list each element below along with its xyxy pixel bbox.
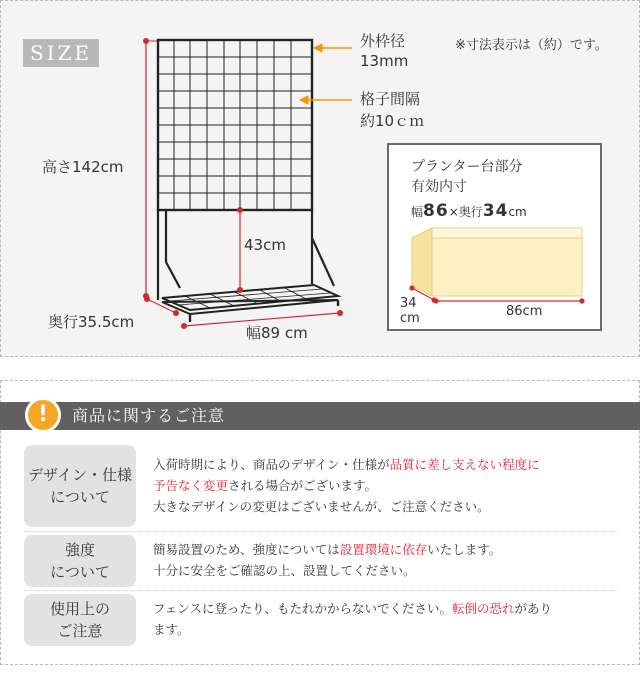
planter-title-line2: 有効内寸 bbox=[411, 179, 467, 195]
usage-text-1c: があり bbox=[514, 601, 553, 616]
depth-label: 奥行35.5cm bbox=[48, 313, 135, 331]
grid-label-line2: 約10ｃｍ bbox=[360, 112, 425, 130]
caution-tag-usage-line2: ご注意 bbox=[57, 622, 103, 640]
frame-label-line1: 外枠径 bbox=[360, 32, 406, 50]
caution-title: 商品に関するご注意 bbox=[72, 406, 226, 425]
caution-tag-strength-line2: について bbox=[50, 563, 110, 581]
grid-label-line1: 格子間隔 bbox=[360, 90, 421, 108]
design-text-1a: 入荷時期により、商品のデザイン・仕様が bbox=[153, 457, 390, 472]
height-label: 高さ142cm bbox=[42, 158, 124, 176]
planter-depth-label-unit: cm bbox=[400, 311, 420, 326]
caution-tag-usage-line1: 使用上の bbox=[49, 600, 110, 618]
planter-width-label: 86cm bbox=[506, 304, 543, 319]
design-text-1b: 品質に差し支えない程度に bbox=[389, 457, 540, 472]
caution-tag-design-line2: について bbox=[50, 488, 110, 506]
design-text-2a: 予告なく変更 bbox=[153, 478, 229, 493]
planter-depth-value: 34 bbox=[482, 201, 509, 221]
frame-label-line2: 13mm bbox=[360, 52, 409, 70]
caution-divider bbox=[24, 590, 618, 591]
caution-text-strength bbox=[153, 539, 501, 581]
width-label: 幅89 cm bbox=[246, 324, 308, 342]
planter-box-front bbox=[432, 238, 582, 296]
strength-text-1c: いたします。 bbox=[427, 542, 502, 557]
planter-times: × bbox=[448, 205, 459, 219]
caution-text-usage bbox=[153, 598, 552, 640]
strength-text-2: 十分に安全をご確認の上、設置してください。 bbox=[153, 563, 416, 578]
usage-text-1a: フェンスに登ったり、もたれかからないでください。 bbox=[153, 601, 453, 616]
shelf-height-label: 43cm bbox=[244, 236, 286, 254]
warning-icon: ! bbox=[25, 397, 61, 433]
caution-tag-strength bbox=[24, 535, 136, 587]
caution-tag-design bbox=[24, 445, 136, 527]
caution-divider bbox=[24, 531, 618, 532]
planter-width-prefix: 幅 bbox=[411, 205, 424, 219]
planter-depth-prefix: 奥行 bbox=[458, 205, 483, 219]
planter-title-line1: プランター台部分 bbox=[411, 159, 523, 175]
planter-box-top bbox=[412, 228, 582, 238]
strength-text-1a: 簡易設置のため、強度については bbox=[153, 542, 340, 557]
caution-text-design bbox=[153, 454, 540, 517]
planter-box-side bbox=[412, 228, 432, 296]
size-tag: SIZE bbox=[23, 39, 99, 67]
planter-width-value: 86 bbox=[423, 201, 449, 221]
usage-text-2: ます。 bbox=[153, 622, 190, 637]
usage-text-1b: 転倒の恐れ bbox=[452, 601, 515, 616]
planter-depth-label-value: 34 bbox=[400, 296, 417, 311]
design-text-2b: される場合がございます。 bbox=[228, 478, 378, 493]
caution-tag-strength-line1: 強度 bbox=[64, 541, 95, 559]
strength-text-1b: 設置環境に依存 bbox=[339, 542, 428, 557]
caution-tag-usage bbox=[24, 594, 136, 646]
caution-tag-design-line1: デザイン・仕様 bbox=[28, 466, 132, 484]
design-text-3: 大きなデザインの変更はございませんが、ご注意ください。 bbox=[153, 499, 490, 514]
size-note: ※寸法表示は（約）です。 bbox=[455, 38, 608, 53]
planter-unit: cm bbox=[508, 205, 527, 219]
